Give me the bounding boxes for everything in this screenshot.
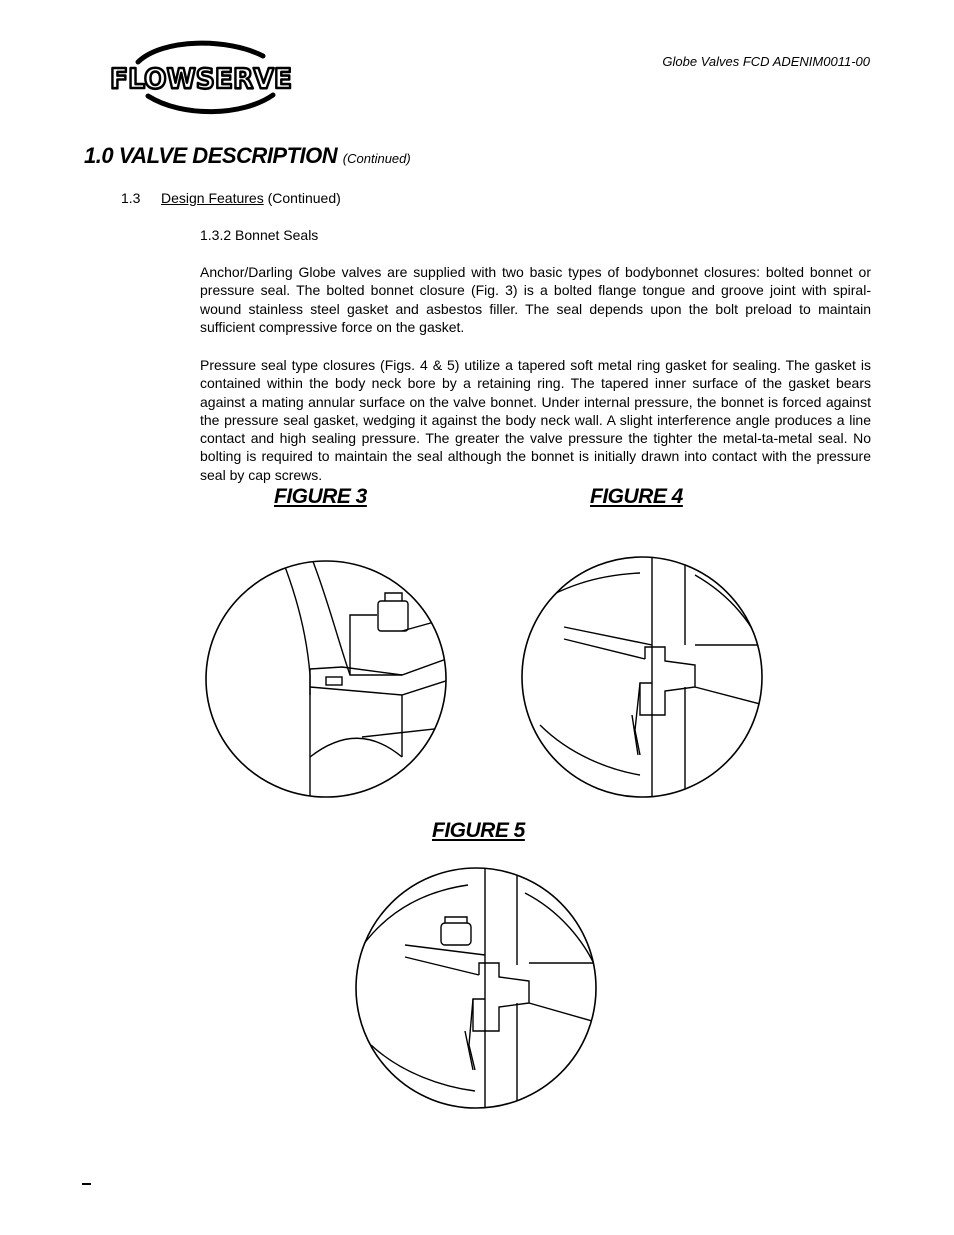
figure-5-label: FIGURE 5 <box>432 819 525 842</box>
paragraph-pressure-seal: Pressure seal type closures (Figs. 4 & 5) utilize a tapered soft metal ring gasket for sealing. The gasket is contained within the body neck bore by a retaining ring. The tapered inner surface of the gasket bears against a mating annular surface on the valve bonnet. Under internal pressure, the bonnet is forced against the pressure seal gasket, wedging it against the body neck wall. A slight interference angle produces a line contact and high sealing pressure. The greater the valve pressure the tighter the metal-ta-metal seal. No bolting is required to maintain the seal although the bonnet is initially drawn into contact with the pressure seal by cap screws. <box>200 357 871 483</box>
figure-3-bolted-bonnet-drawing <box>202 557 452 802</box>
subsection-continued: (Continued) <box>267 190 341 206</box>
figure-5-pressure-seal-capscrew-drawing <box>353 865 599 1111</box>
figure-3-label: FIGURE 3 <box>274 485 367 508</box>
section-heading: 1.0 VALVE DESCRIPTION <box>84 143 338 168</box>
document-id: Globe Valves FCD ADENIM0011-00 <box>662 54 870 69</box>
subsection-title <box>161 190 341 206</box>
subsection-number: 1.3 <box>121 190 141 206</box>
figure-4-pressure-seal-drawing <box>520 555 764 799</box>
paragraph-bolted-bonnet: Anchor/Darling Globe valves are supplied with two basic types of bodybonnet closures: bolted bonnet or pressure seal. The bolted bonnet closure (Fig. 3) is a bolted flange tongue and groove joint with spiral-wound stainless steel gasket and asbestos filler. The seal depends upon the bolt preload to maintain sufficient compressive force on the gasket. <box>200 264 871 335</box>
logo-wordmark: FLOWSERVE <box>110 62 292 95</box>
subsubsection-title: 1.3.2 Bonnet Seals <box>200 227 319 243</box>
section-continued: (Continued) <box>342 151 411 166</box>
footer-mark <box>82 1183 91 1185</box>
flowserve-logo <box>108 40 298 115</box>
subsection-title-text: Design Features <box>161 190 264 206</box>
section-title <box>84 143 411 169</box>
figure-4-label: FIGURE 4 <box>590 485 683 508</box>
